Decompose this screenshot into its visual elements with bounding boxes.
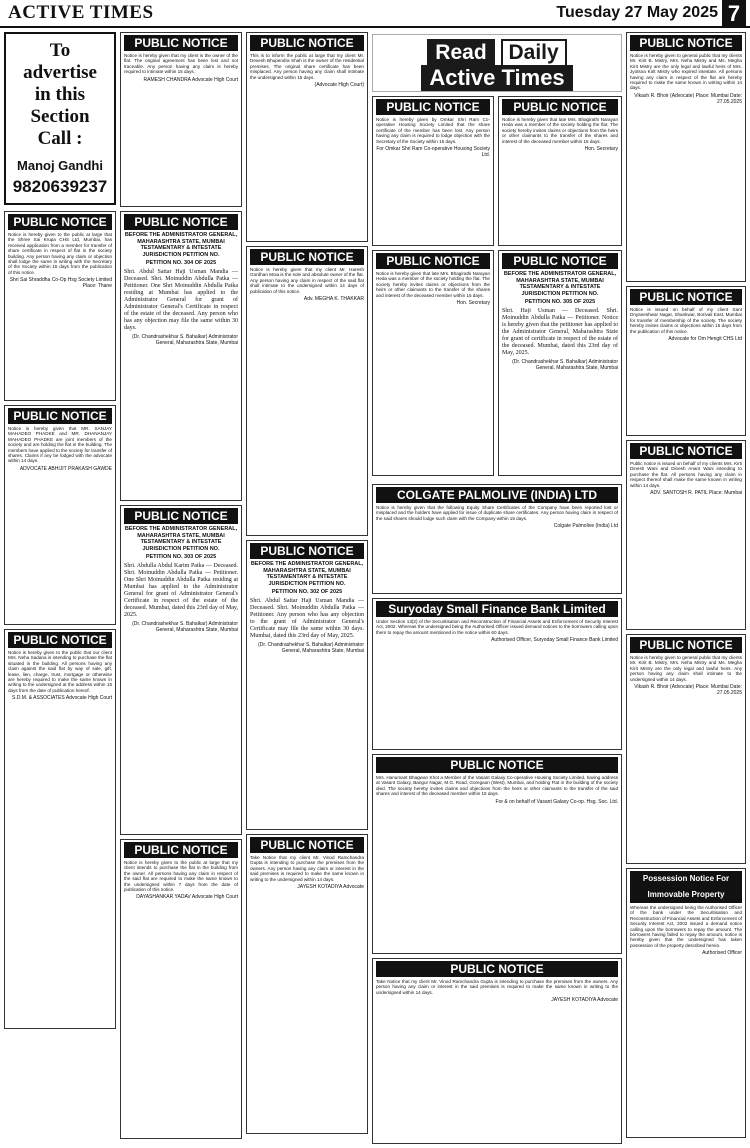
read-daily-banner — [372, 34, 622, 92]
public-notice — [626, 440, 746, 630]
notice-body: This is to inform the public at large that my client Mr. Devesh Bhupendra Shah is the owner of the residential premises. The original share certificate has been misplaced. Any person having any claim shall intimate the undersigned within 15 days. — [250, 53, 364, 80]
notice-body: Notice is hereby given that MR. SANJAY MAHADEO PHADKE and MR. DHANANJAY MAHADEO PHADKE are joint members of the society and are holding the flat in the building. The members have applied to the society for transfer of shares. Claims if any be lodged with the advocate within 14 days. — [8, 426, 112, 464]
society-notice-signature: For & on behalf of Vasant Galaxy Co-op. Hsg. Soc. Ltd. — [495, 798, 618, 805]
notice-body: Notice is hereby given to the public at large that my client intends to purchase the flat in the building from the owner. All persons having any claim in respect of the said flat are required to make the same known to the undersigned within 7 days from the date of publication of this notice. — [124, 860, 238, 893]
public-notice — [372, 96, 494, 246]
ad-line: To — [49, 40, 71, 61]
notice-heading: PUBLIC NOTICE — [124, 214, 238, 230]
petition-number: PETITION NO. 302 OF 2025 — [271, 589, 343, 595]
public-notice — [120, 32, 242, 207]
column-3 — [246, 32, 368, 1144]
column-1 — [4, 32, 116, 1144]
ad-line: Call : — [37, 128, 83, 149]
notice-body: Notice is hereby given to the public that our client Mrs. Neha Sadana is intending to purchase the flat situated in the building. All persons having any claim against the said flat by way of sale, gift, lease, lien, charge, trust, mortgage or otherwise are hereby required to make the same known in writing to the undersigned at the address within 15 days from the date of publication hereof. — [8, 650, 112, 693]
notice-signature: (Dr. Chandrashekhar S. Bahalkar) Administrator General, Maharashtra State, Mumbai — [132, 620, 238, 633]
notice-heading: PUBLIC NOTICE — [502, 99, 618, 115]
ad-contact-name: Manoj Gandhi — [17, 158, 103, 173]
public-notice — [498, 250, 622, 476]
notice-body: Take Notice that my client Mr. Vinod Ramchandra Gupta is intending to purchase the premises from the owners. Any person having any claim or interest in the said premises is required to make the same known in writing to the undersigned within 14 days. — [376, 979, 618, 995]
notice-signature: (Dr. Chandrashekhar S. Bahalkar) Administrator General, Maharashtra State, Mumbai — [258, 641, 364, 654]
notice-body: Shri. Abdul Sattar Haji Usman Mandia — Deceased. Shri. Moinuddin Abdulla Patka — Petitioner. One Shri Moinuddin Abdulla Patka residing at Mumbai has applied to the Administrator General for grant of Administrator General's Certificate in respect of the estate of the deceased. Any person who has any objection may file the same within 30 days. — [124, 268, 238, 331]
ad-line: Section — [30, 106, 90, 127]
issue-date: Tuesday 27 May 2025 — [556, 4, 718, 21]
notice-signature: (Dr. Chandrashekhar S. Bahalkar) Administrator General, Maharashtra State, Mumbai — [512, 358, 618, 371]
notice-signature: RAMESH CHANDRA Advocate High Court — [143, 76, 238, 83]
notice-signature: Hon. Secretary — [456, 300, 490, 307]
petition-number: PETITION NO. 303 OF 2025 — [145, 554, 217, 560]
notice-signature: ADVOCATE ABHIJIT PRAKASH GAWDE — [19, 465, 112, 472]
masthead — [0, 0, 750, 28]
column-6 — [626, 32, 746, 1144]
society-notice-body: Mrs. Hanumant Bhagwan Khot a Member of the Vasant Galaxy Co-operative Housing Society Limited, having address at Vasant Galaxy, Bangur Nagar, M.G. Road, Goregaon (West), Mumbai, and holding Flat in the building of the society died. The society hereby invites claims and objections from the heirs or other claimants to the transfer of the said shares and interest of the deceased member within 15 days. — [376, 775, 618, 797]
public-notice — [4, 629, 116, 1029]
notice-heading: PUBLIC NOTICE — [8, 408, 112, 424]
notice-body: Notice is hereby given to general public that my clients Mr. Kirit B. Mistry, Mrs. Neha Mistry and Ms. Megha Kirit Mistry are the only legal and lawful heirs. Any person having any claim shall intimate to the undersigned within 14 days. — [630, 655, 742, 682]
public-notice — [498, 96, 622, 246]
notice-body: Shri. Abdulla Abdul Karim Patka — Deceased. Shri. Moinuddin Abdulla Patka — Petitioner. One Shri Moinuddin Abdulla Patka residing at Mumbai has applied to the Administrator General for grant of Administrator General's Certificate in respect of the estate of the deceased. Mumbai, dated this 23rd day of May, 2025. — [124, 562, 238, 618]
finance-body: Under Section 13(2) of the Securitisation and Reconstruction of Financial Assets and Enforcement of Security Interest Act, 2002. Whereas the undersigned being the Authorised Officer issued demand notices to the borrowers calling upon them to repay the amount mentioned in the notice within 60 days. — [376, 619, 618, 635]
ad-line: advertise — [23, 62, 97, 83]
notice-heading: PUBLIC NOTICE — [630, 443, 742, 459]
notice-heading: PUBLIC NOTICE — [124, 842, 238, 858]
notice-body: Shri. Haji Usman — Deceased. Shri. Moinuddin Abdulla Patka — Petitioner. Notice is hereby given that the petitioner has applied to the Administrator General, Maharashtra State for grant of certificate in respect of the estate of the deceased. Mumbai, dated this 23rd day of May, 2025. — [502, 307, 618, 356]
public-notice — [372, 958, 622, 1144]
page-number: 7 — [722, 0, 746, 27]
possession-body: Whereas the undersigned being the Authorised Officer of the bank under the Securitisation and Reconstruction of Financial Assets and Enforcement of Security Interest Act, 2002 issued a demand notice calling upon the borrowers to repay the amount. The borrowers having failed to repay the amount, notice is hereby given that the undersigned has taken possession of the property described herein. — [630, 905, 742, 948]
notice-body: Notice is hereby given that late Mrs. Bhagirathi Narayan Heda was a member of the society holding the flat. The society hereby invites claims or objections from the heirs or other claimants to the transfer of the shares and interest of the deceased member within 15 days. — [502, 117, 618, 144]
notice-signature: Adv. MEGHA K. THAKKAR — [303, 296, 364, 303]
notice-signature: JAYESH KOTADIYA Advocate — [551, 997, 618, 1004]
notice-heading: PUBLIC NOTICE — [630, 637, 742, 653]
notice-heading: PUBLIC NOTICE — [630, 289, 742, 305]
notice-heading: PUBLIC NOTICE — [250, 35, 364, 51]
column-5 — [498, 96, 622, 480]
notice-signature: S.D.M. & ASSOCIATES Advocate High Court — [12, 695, 112, 702]
banner-active-times: Active Times — [421, 65, 572, 91]
newspaper-name: ACTIVE TIMES — [8, 2, 154, 23]
notice-body: Shri. Abdul Sattar Haji Usman Mandia — Deceased. Shri. Moinuddin Abdulla Patka — Petitioner. Any person who has any objection to the grant of Administrator General's Certificate may file the same within 30 days. Mumbai, dated this 23rd day of May, 2025. — [250, 597, 364, 639]
finance-notice — [372, 598, 622, 750]
notice-body: Notice is hereby given to the public at large that the Shree Sai Krupa CHS Ltd, Mumbai, has received application from a member for transfer of share certificate in respect of flat in the society building. Any person having any claim or objection shall lodge the same in writing with the Secretary of the Society within 15 days from the publication of this notice. — [8, 232, 112, 275]
society-notice — [372, 754, 622, 954]
public-notice — [4, 405, 116, 625]
notice-body: Take Notice that my client Mr. Vinod Ramchandra Gupta is intending to purchase the premises from the owners. Any person having any claim or interest in the said premises is required to make the same known in writing to the undersigned within 14 days. — [250, 855, 364, 882]
notice-heading: PUBLIC NOTICE — [376, 961, 618, 977]
finance-heading: Suryoday Small Finance Bank Limited — [376, 601, 618, 617]
public-notice — [626, 32, 746, 282]
notice-heading: PUBLIC NOTICE — [8, 214, 112, 230]
notice-signature: Vikash R. Bhoir (Advocate) Place: Mumbai Date: 27.05.2025 — [634, 684, 742, 697]
notice-subheading: BEFORE THE ADMINISTRATOR GENERAL, MAHARASHTRA STATE, MUMBAI TESTAMENTARY & INTESTATE JURISDICTION PETITION NO. — [250, 561, 364, 587]
notice-signature: Shri Sai Shraddha Co-Op Hsg Society Limited Place: Thane — [9, 277, 112, 290]
public-notice — [246, 246, 368, 536]
notice-signature: DAYASHANKAR YADAV Advocate High Court — [136, 894, 238, 901]
notice-heading: PUBLIC NOTICE — [250, 543, 364, 559]
notice-signature: For Omkar Shri Ram Co-operative Housing Society Ltd. — [376, 146, 490, 159]
colgate-notice — [372, 484, 622, 594]
notice-body: Notice is hereby given that my client is the owner of the flat. The original agreement has been lost and not traceable. Any person having any claim is hereby required to intimate within 15 days. — [124, 53, 238, 75]
notice-signature: Hon. Secretary — [584, 146, 618, 153]
colgate-heading: COLGATE PALMOLIVE (INDIA) LTD — [376, 487, 618, 503]
public-notice — [120, 839, 242, 1139]
notice-heading: PUBLIC NOTICE — [502, 253, 618, 269]
notice-heading: PUBLIC NOTICE — [8, 632, 112, 648]
notice-heading: PUBLIC NOTICE — [376, 253, 490, 269]
notice-subheading: BEFORE THE ADMINISTRATOR GENERAL, MAHARASHTRA STATE, MUMBAI TESTAMENTARY & INTESTATE JURISDICTION PETITION NO. — [503, 271, 617, 297]
possession-notice — [626, 868, 746, 1138]
finance-signature: Authorised Officer, Suryoday Small Finance Bank Limited — [491, 637, 618, 644]
possession-heading: Possession Notice For Immovable Property — [630, 871, 742, 903]
notice-heading: PUBLIC NOTICE — [250, 837, 364, 853]
banner-read: Read — [427, 39, 494, 67]
banner-daily: Daily — [501, 39, 567, 67]
advertise-box — [4, 32, 116, 205]
ad-line: in this — [34, 84, 86, 105]
public-notice — [246, 540, 368, 830]
notice-signature: Advocate for Om Hengit CHS Ltd — [668, 336, 742, 343]
column-4 — [372, 96, 494, 480]
notice-subheading: BEFORE THE ADMINISTRATOR GENERAL, MAHARASHTRA STATE, MUMBAI TESTAMENTARY & INTESTATE JURISDICTION PETITION NO. — [124, 232, 238, 258]
notice-body: Notice is hereby given that my client Mr. Haresh Gordhan Moia is the sole and absolute owner of the flat. Any person having any claim in respect of the said flat shall intimate to the undersigned within 14 days of publication of this notice. — [250, 267, 364, 294]
notice-heading: PUBLIC NOTICE — [124, 508, 238, 524]
petition-number: PETITION NO. 304 OF 2025 — [145, 260, 217, 266]
notice-heading: PUBLIC NOTICE — [630, 35, 742, 51]
public-notice — [372, 250, 494, 476]
banner-row-top — [373, 39, 621, 67]
public-notice — [246, 834, 368, 1134]
public-notice — [626, 286, 746, 436]
notice-signature: (Dr. Chandrashekhar S. Bahalkar) Administrator General, Maharashtra State, Mumbai — [132, 333, 238, 346]
notice-heading: PUBLIC NOTICE — [124, 35, 238, 51]
notice-heading: PUBLIC NOTICE — [376, 757, 618, 773]
notice-subheading: BEFORE THE ADMINISTRATOR GENERAL, MAHARASHTRA STATE, MUMBAI TESTAMENTARY & INTESTATE JURISDICTION PETITION NO. — [124, 526, 238, 552]
notice-body: Public notice is issued on behalf of my clients Mrs. Kirti Dinesh Wani and Dinesh Anant Wani intending to purchase the flat. All persons having any claim in respect thereof shall make the same known in writing within 14 days. — [630, 461, 742, 488]
colgate-signature: Colgate Palmolive (India) Ltd — [553, 523, 618, 530]
colgate-body: Notice is hereby given that the following Equity Share Certificates of the Company have been reported lost or misplaced and the holders have applied for issue of duplicate share certificates. Any person having claim in respect of the said shares should lodge such claim with the Company within 15 days. — [376, 505, 618, 521]
public-notice — [246, 32, 368, 242]
public-notice — [120, 211, 242, 501]
notice-signature: (Advocate High Court) — [314, 82, 364, 89]
column-2 — [120, 32, 242, 1144]
possession-signature: Authorised Officer — [702, 950, 742, 957]
notice-heading: PUBLIC NOTICE — [250, 249, 364, 265]
petition-number: PETITION NO. 305 OF 2025 — [524, 299, 596, 305]
ad-phone: 9820639237 — [12, 177, 108, 196]
notice-signature: Vikash R. Bhoir (Advocate) Place: Mumbai Date: 27.05.2025 — [634, 92, 742, 105]
notice-body: Notice is issued on behalf of my client Sant Dnyaneshwar Nagar, Shankwar, Borivali East, Mumbai for transfer of membership of the society. The society hereby invites claims or objections within 15 days from the publication of this notice. — [630, 307, 742, 334]
notice-heading: PUBLIC NOTICE — [376, 99, 490, 115]
public-notice — [4, 211, 116, 401]
notice-body: Notice is hereby given that late Mrs. Bhagirathi Narayan Heda was a member of the society holding the flat. The society hereby invites claims or objections from the heirs or other claimants to the transfer of the shares and interest of the deceased member within 15 days. — [376, 271, 490, 298]
public-notice — [120, 505, 242, 835]
notice-signature: JAYESH KOTADIYA Advocate — [297, 884, 364, 891]
public-notice — [626, 634, 746, 864]
notice-body: Notice is hereby given by Omkar Shri Ram Co-operative Housing Society Limited that the share certificate of the member has been lost. Any person having any claim is required to lodge objection with the Secretary of the Society within 15 days. — [376, 117, 490, 144]
notice-signature: ADV. SANTOSH R. PATIL Place: Mumbai — [650, 490, 742, 497]
notice-body: Notice is hereby given to general public that my clients Mr. Kirit B. Mistry, Mrs. Neha Mistry and Ms. Megha Kirit Mistry are the only legal and lawful heirs of Mrs. Jyotsna Kirit Mistry who expired intestate. All persons having any claim in respect of the flat are hereby required to make the same known in writing within 14 days. — [630, 53, 742, 91]
banner-row-bottom — [373, 65, 621, 91]
